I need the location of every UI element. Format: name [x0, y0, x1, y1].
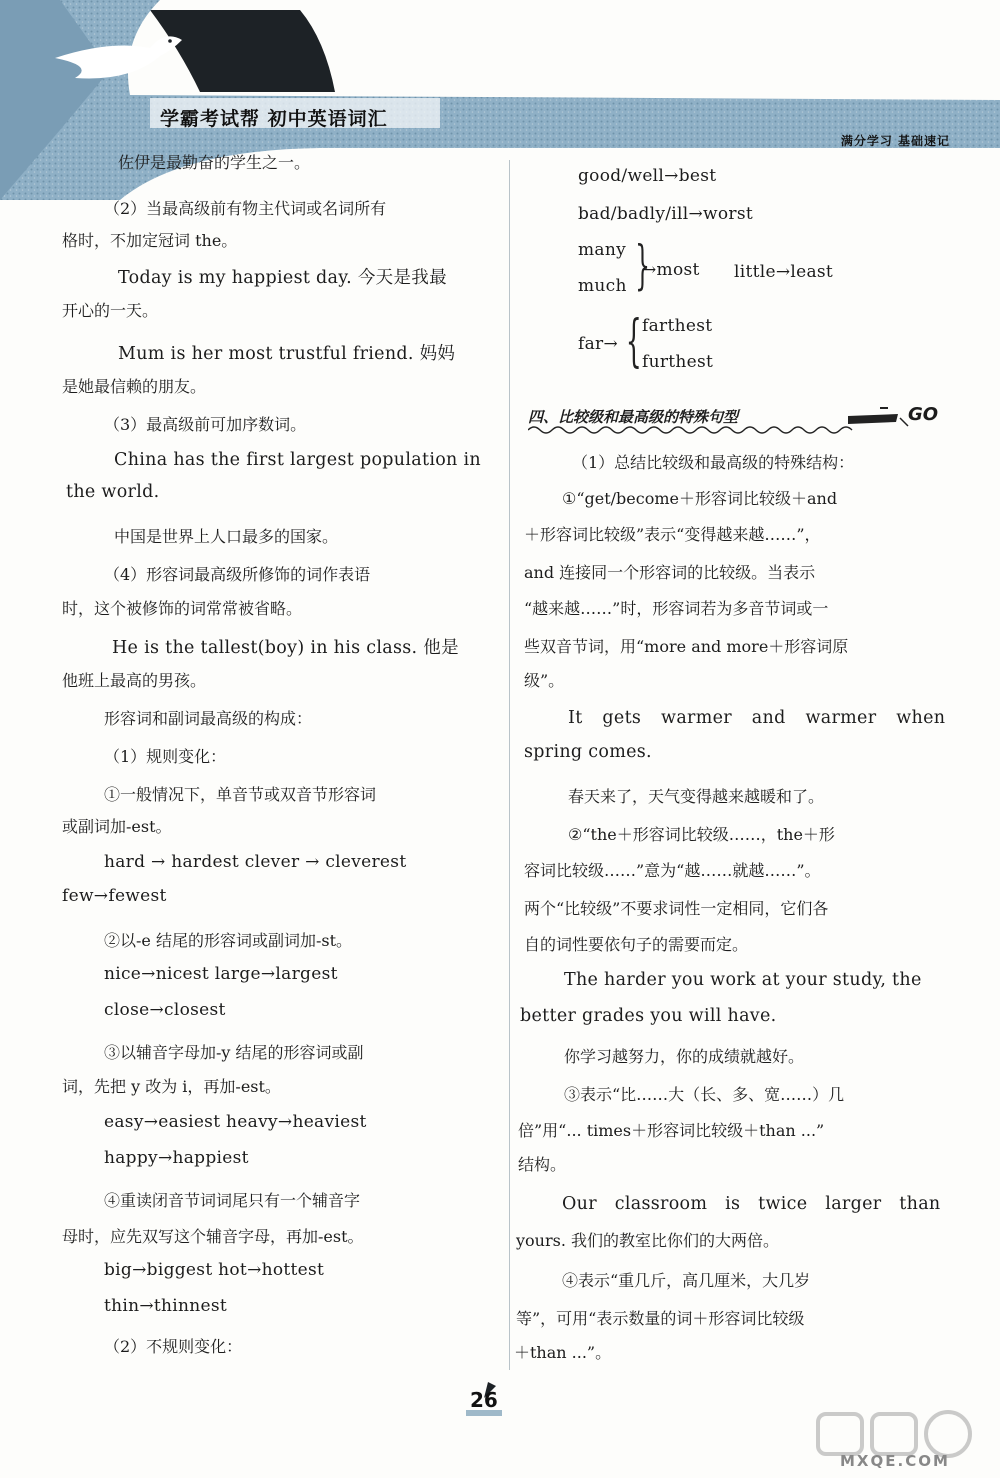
text-line: easy→easiest heavy→heaviest: [104, 1112, 367, 1132]
text-line: 格时，不加定冠词 the。: [62, 231, 238, 250]
text-line: 时，这个被修饰的词常常被省略。: [62, 599, 303, 618]
header-right-label: 满分学习 基础速记: [840, 134, 950, 148]
page-number: 26: [470, 1388, 498, 1412]
text-line: Our classroom is twice larger than: [562, 1194, 941, 1214]
text-line: 两个“比较级”不要求词性一定相同，它们各: [524, 899, 829, 918]
text-line: ②“the＋形容词比较级……，the＋形: [568, 825, 835, 844]
text-line: 母时，应先双写这个辅音字母，再加-est。: [62, 1227, 364, 1246]
column-divider: [509, 160, 510, 1370]
section-title: 四、比较级和最高级的特殊句型: [528, 408, 739, 426]
text-line: ①一般情况下，单音节或双音节形容词: [104, 785, 377, 804]
text-line: big→biggest hot→hottest: [104, 1260, 325, 1280]
text-line: thin→thinnest: [104, 1296, 228, 1316]
text-line: 佐伊是最勤奋的学生之一。: [118, 153, 311, 172]
form-most: →most: [642, 260, 700, 280]
watermark-text: MXQE.COM: [840, 1452, 950, 1470]
form-little: little→least: [734, 262, 834, 282]
text-line: It gets warmer and warmer when: [568, 708, 946, 728]
text-line: 你学习越努力，你的成绩就越好。: [564, 1047, 805, 1066]
go-label: GO: [908, 404, 939, 425]
text-line: 些双音节词，用“more and more＋形容词原: [524, 637, 849, 656]
text-line: 他班上最高的男孩。: [62, 671, 207, 690]
form-many: many: [578, 240, 627, 260]
form-farthest: farthest: [642, 316, 713, 336]
text-line: 自的词性要依句子的需要而定。: [524, 935, 749, 954]
form-far: far→: [578, 334, 618, 354]
text-line: 开心的一天。: [62, 301, 159, 320]
text-line: （3）最高级前可加序数词。: [104, 415, 307, 434]
text-line: Today is my happiest day. 今天是我最: [118, 268, 447, 288]
form-good: good/well→best: [578, 166, 717, 186]
text-line: （1）规则变化：: [104, 747, 227, 766]
brace-icon: }: [635, 236, 650, 296]
text-line: 词，先把 y 改为 i，再加-est。: [62, 1077, 281, 1096]
form-bad: bad/badly/ill→worst: [578, 204, 754, 224]
text-line: the world.: [66, 482, 160, 502]
text-line: 容词比较级……”意为“越……就越……”。: [524, 861, 821, 880]
section-heading: [528, 402, 948, 448]
text-line: He is the tallest(boy) in his class. 他是: [112, 638, 459, 658]
text-line: hard → hardest clever → cleverest: [104, 852, 407, 872]
text-line: ②以-e 结尾的形容词或副词加-st。: [104, 931, 353, 950]
text-line: （2）不规则变化：: [104, 1337, 243, 1356]
text-line: nice→nicest large→largest: [104, 964, 338, 984]
text-line: yours. 我们的教室比你们的大两倍。: [516, 1231, 780, 1250]
text-line: ＋形容词比较级”表示“变得越来越……”，: [524, 525, 821, 544]
text-line: ＋than ...”。: [514, 1343, 612, 1362]
text-line: ④重读闭音节词词尾只有一个辅音字: [104, 1191, 361, 1210]
text-line: （1）总结比较级和最高级的特殊结构：: [572, 453, 855, 472]
text-line: few→fewest: [62, 886, 167, 906]
text-line: better grades you will have.: [520, 1006, 777, 1026]
header-title: 学霸考试帮 初中英语词汇: [160, 108, 388, 130]
wavy-underline-icon: [528, 402, 948, 448]
brace-icon: {: [625, 309, 642, 374]
text-line: 中国是世界上人口最多的国家。: [114, 527, 339, 546]
text-line: close→closest: [104, 1000, 226, 1020]
text-line: “越来越……”时，形容词若为多音节词或一: [524, 599, 829, 618]
text-line: ③以辅音字母加-y 结尾的形容词或副: [104, 1043, 364, 1062]
text-line: Mum is her most trustful friend. 妈妈: [118, 344, 456, 364]
text-line: ①“get/become＋形容词比较级＋and: [562, 489, 838, 508]
text-line: happy→happiest: [104, 1148, 249, 1168]
text-line: 等”，可用“表示数量的词＋形容词比较级: [516, 1309, 805, 1328]
text-line: （4）形容词最高级所修饰的词作表语: [104, 565, 371, 584]
text-line: 或副词加-est。: [62, 817, 172, 836]
form-furthest: furthest: [642, 352, 714, 372]
text-line: 是她最信赖的朋友。: [62, 377, 207, 396]
text-line: and 连接同一个形容词的比较级。当表示: [524, 563, 816, 582]
text-line: 形容词和副词最高级的构成：: [104, 709, 313, 728]
text-line: China has the first largest population in: [114, 450, 481, 470]
text-line: spring comes.: [524, 742, 652, 762]
text-line: ③表示“比……大（长、多、宽……）几: [564, 1085, 845, 1104]
text-line: 结构。: [518, 1155, 567, 1174]
text-line: （2）当最高级前有物主代词或名词所有: [104, 199, 387, 218]
form-much: much: [578, 276, 627, 296]
text-line: 春天来了，天气变得越来越暖和了。: [568, 787, 825, 806]
text-line: The harder you work at your study, the: [564, 970, 922, 990]
text-line: ④表示“重几斤，高几厘米，大几岁: [562, 1271, 811, 1290]
text-line: 级”。: [524, 671, 565, 690]
text-line: 倍”用“... times＋形容词比较级＋than ...”: [518, 1121, 825, 1140]
